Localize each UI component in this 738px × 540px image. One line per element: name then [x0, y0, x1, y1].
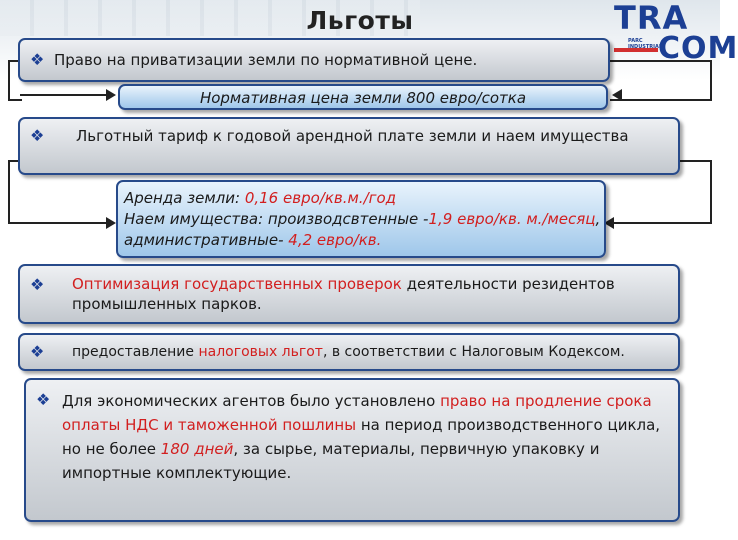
administrative-rent-value: 4,2 евро/кв. [288, 231, 382, 249]
info-box-normative-price [118, 84, 608, 110]
bullet-icon: ❖ [30, 50, 45, 69]
inspections-highlight: Оптимизация государственных проверок [72, 275, 402, 293]
vat-deferral-post: , за сырье, материалы, первичную упаковку и импортные комплектующие. [62, 440, 600, 482]
normative-price-value: 800 евро/сотка [406, 89, 527, 107]
benefit-box-vat-deferral [24, 378, 680, 522]
benefit-box-rent-tariff [18, 117, 680, 175]
connector-line-left-1 [20, 94, 108, 96]
benefit-text-privatization: Право на приватизации земли по нормативной цене. [54, 51, 478, 69]
bullet-icon: ❖ [30, 342, 45, 361]
tax-benefits-pre: предоставление [72, 344, 199, 360]
rent-rates-text [124, 188, 602, 251]
tracom-logo [612, 0, 738, 68]
administrative-label: , административные- [124, 210, 601, 249]
benefit-text-rent-tariff: Льготный тариф к годовой арендной плате земли и наем имущества [76, 127, 629, 145]
logo-text-bottom: COM [658, 31, 738, 66]
logo-subtext [628, 38, 662, 50]
benefit-box-privatization [18, 38, 610, 82]
vat-deferral-pre: Для экономических агентов было установлено [62, 392, 441, 410]
inspections-rest: деятельности резидентов промышленных парков. [72, 275, 615, 313]
bullet-icon: ❖ [30, 126, 45, 145]
info-box-rent-rates [116, 180, 606, 258]
benefit-text-inspections [72, 274, 672, 314]
connector-arrow-left-2 [106, 217, 116, 229]
tax-benefits-post: , в соответствии с Налоговым Кодексом. [322, 344, 625, 360]
land-rent-label: Аренда земли: [124, 189, 245, 207]
vat-deferral-highlight: право на продление срока оплаты НДС и таможенной пошлины [62, 392, 652, 434]
logo-sub-line2: INDUSTRIAL [628, 44, 663, 50]
vat-deferral-days: 180 дней [160, 440, 234, 458]
connector-arrow-right-1 [612, 89, 622, 101]
production-rent-value: 1,9 евро/кв. м./месяц [428, 210, 596, 228]
vat-deferral-mid: на период производственного цикла, но не более [62, 416, 661, 458]
logo-text-top: TRA [614, 0, 689, 37]
connector-right-1 [610, 60, 712, 101]
logo-sub-line1: PARC [628, 38, 643, 44]
bullet-icon: ❖ [36, 390, 51, 409]
land-rent-value: 0,16 евро/кв.м./год [244, 189, 397, 207]
normative-price-text [120, 88, 606, 108]
benefit-text-vat-deferral [62, 389, 672, 485]
bullet-icon: ❖ [30, 275, 45, 294]
benefit-box-tax-benefits [18, 333, 680, 371]
property-rent-label: Наем имущества: производсвтенные - [124, 210, 429, 228]
tax-benefits-highlight: налоговых льгот [198, 344, 323, 360]
page-title: Льготы [306, 6, 414, 35]
normative-price-label: Нормативная цена земли [199, 89, 407, 107]
benefit-text-tax-benefits [72, 342, 672, 362]
benefit-box-inspections [18, 264, 680, 324]
